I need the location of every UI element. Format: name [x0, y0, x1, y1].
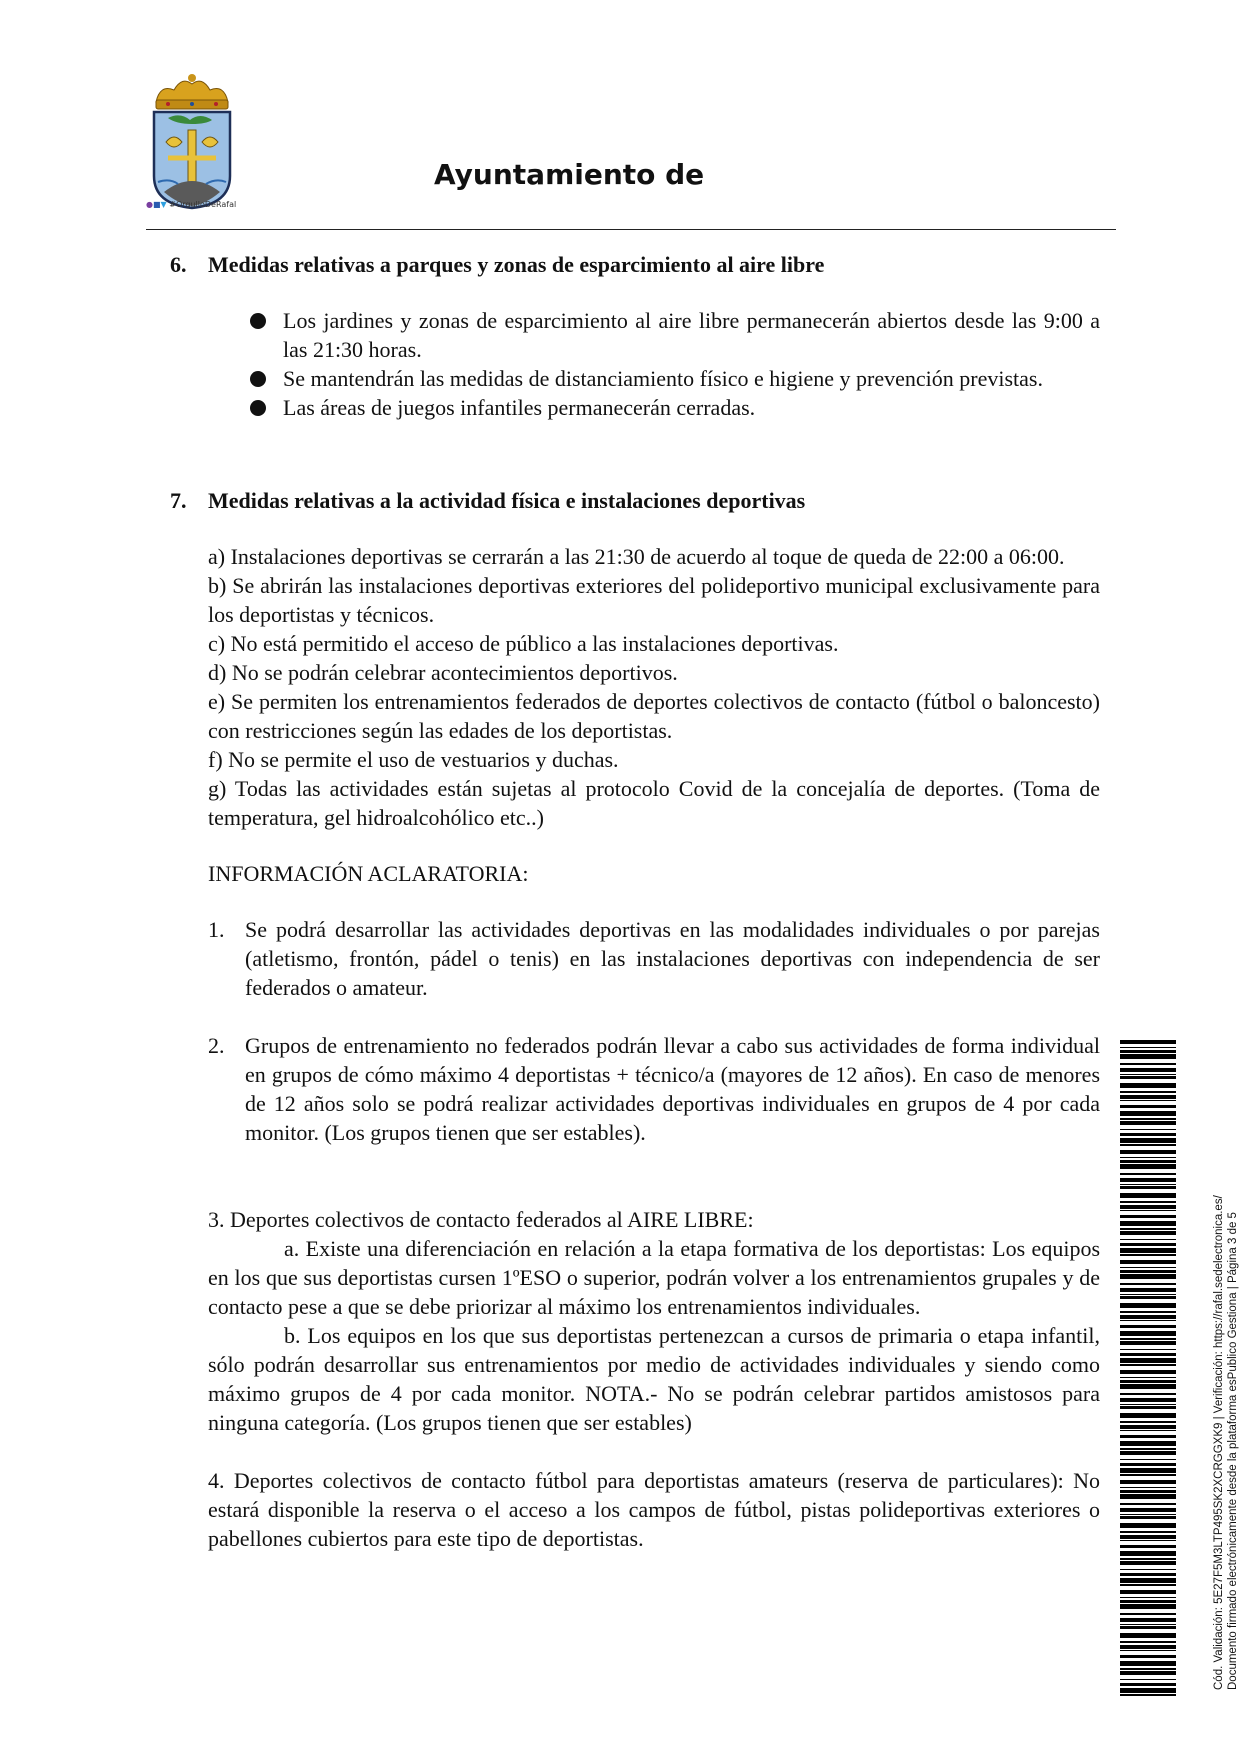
- coat-of-arms-logo: [146, 72, 238, 212]
- barcode-bar: [1120, 1633, 1176, 1638]
- barcode-bar: [1120, 1193, 1176, 1198]
- barcode-bar: [1120, 1274, 1176, 1279]
- barcode-bar: [1120, 1074, 1176, 1075]
- list-item: d) No se podrán celebrar acontecimientos deportivos.: [208, 660, 678, 685]
- barcode-bar: [1120, 1349, 1176, 1350]
- barcode-bar: [1120, 1063, 1176, 1065]
- barcode-bar: [1120, 1645, 1176, 1649]
- barcode-bar: [1120, 1624, 1176, 1625]
- barcode-bar: [1120, 1655, 1176, 1658]
- bullet-icon: [250, 371, 266, 387]
- hashtag: #OrgulloDeRafal: [169, 200, 237, 209]
- section-title: Medidas relativas a la actividad física e instalaciones deportivas: [208, 488, 806, 513]
- barcode-bar: [1120, 1040, 1176, 1044]
- barcode-bar: [1120, 1370, 1176, 1374]
- barcode-bar: [1120, 1441, 1176, 1446]
- page-title: Ayuntamiento de: [434, 158, 705, 191]
- barcode-bar: [1120, 1303, 1176, 1308]
- list-item: Las áreas de juegos infantiles permanecerán cerradas.: [208, 393, 1100, 422]
- barcode-bar: [1120, 1210, 1176, 1211]
- barcode-bar: [1120, 1573, 1176, 1576]
- barcode-bar: [1120, 1294, 1176, 1295]
- point-3-a: a. Existe una diferenciación en relación a la etapa formativa de los deportistas: Los equipos en los que sus deportistas cursen 1ºESO o superior, podrán volver a los entrenamientos grupales y de contacto pese a que se debe priorizar al máximo los entrenamientos individuales.: [208, 1236, 1100, 1319]
- barcode-bar: [1120, 1054, 1176, 1059]
- barcode-bar: [1120, 1144, 1176, 1146]
- barcode-bar: [1120, 1597, 1176, 1598]
- barcode-bar: [1120, 1338, 1176, 1340]
- barcode-bar: [1120, 1618, 1176, 1622]
- barcode-bar: [1120, 1254, 1176, 1256]
- barcode-bar: [1120, 1523, 1176, 1528]
- barcode-bar: [1120, 1558, 1176, 1560]
- bullet-icon: [250, 313, 266, 329]
- barcode-bar: [1120, 1404, 1176, 1405]
- barcode-bar: [1120, 1267, 1176, 1268]
- barcode-bar: [1120, 1514, 1176, 1515]
- barcode-bar: [1120, 1315, 1176, 1319]
- barcode-bar: [1120, 1150, 1176, 1154]
- social-media-tag: ●■▼ #OrgulloDeRafal: [146, 200, 237, 209]
- barcode-bar: [1120, 1320, 1176, 1321]
- section-heading: [170, 250, 1100, 279]
- barcode-bar: [1120, 1118, 1176, 1120]
- barcode-bar: [1120, 1068, 1176, 1072]
- info-list: [208, 915, 1100, 1147]
- barcode-bar: [1120, 1341, 1176, 1345]
- barcode-bar: [1120, 1516, 1176, 1519]
- barcode-bar: [1120, 1296, 1176, 1299]
- list-item: b) Se abrirán las instalaciones deportivas exteriores del polideportivo municipal exclusivamente para los deportistas y técnicos.: [208, 573, 1100, 627]
- barcode-bar: [1120, 1384, 1176, 1389]
- barcode-bar: [1120, 1604, 1176, 1609]
- barcode-bar: [1120, 1353, 1176, 1356]
- barcode-bar: [1120, 1668, 1176, 1670]
- barcode-bar: [1120, 1173, 1176, 1175]
- barcode-bar: [1120, 1160, 1176, 1163]
- barcode-bar: [1120, 1448, 1176, 1450]
- barcode-bar: [1120, 1393, 1176, 1395]
- barcode-bar: [1120, 1105, 1176, 1108]
- bullet-icon: [250, 400, 266, 416]
- barcode-bar: [1120, 1398, 1176, 1402]
- barcode-bar: [1120, 1358, 1176, 1363]
- barcode-bar: [1120, 1435, 1176, 1438]
- barcode-bar: [1120, 1540, 1176, 1541]
- barcode-bar: [1120, 1164, 1176, 1169]
- barcode-bar: [1120, 1688, 1176, 1693]
- barcode-bar: [1120, 1178, 1176, 1182]
- barcode-bar: [1120, 1463, 1176, 1466]
- barcode-bar: [1120, 1531, 1176, 1533]
- barcode-bar: [1120, 1661, 1176, 1666]
- list-item: c) No está permitido el acceso de público a las instalaciones deportivas.: [208, 631, 839, 656]
- barcode-bar: [1120, 1184, 1176, 1185]
- barcode-bar: [1120, 1380, 1176, 1383]
- barcode-bar: [1120, 1186, 1176, 1189]
- barcode-bar: [1120, 1331, 1176, 1336]
- list-item: Se mantendrán las medidas de distanciamiento físico e higiene y prevención previstas.: [208, 364, 1100, 393]
- barcode-bar: [1120, 1578, 1176, 1583]
- barcode-bar: [1120, 1421, 1176, 1423]
- header-divider: [146, 229, 1116, 230]
- barcode-bar: [1120, 1545, 1176, 1548]
- barcode-bar: [1120, 1205, 1176, 1209]
- barcode-bar: [1120, 1590, 1176, 1594]
- barcode-bar: [1120, 1260, 1176, 1264]
- document-body: [170, 244, 1100, 1553]
- barcode-bar: [1120, 1413, 1176, 1418]
- barcode-bar: [1120, 1451, 1176, 1455]
- list-item: a) Instalaciones deportivas se cerrarán a las 21:30 de acuerdo al toque de queda de 22:00 a 06:00.: [208, 544, 1065, 569]
- barcode-bar: [1120, 1243, 1176, 1246]
- barcode-bar: [1120, 1584, 1176, 1586]
- barcode-bar: [1120, 1406, 1176, 1409]
- barcode-bar: [1120, 1487, 1176, 1488]
- list-item: Los jardines y zonas de esparcimiento al aire libre permanecerán abiertos desde las 9:00 a las 21:30 horas.: [208, 306, 1100, 364]
- barcode-bar: [1120, 1239, 1176, 1240]
- verification-text: [1212, 1130, 1240, 1690]
- barcode-bar: [1120, 1047, 1176, 1048]
- barcode-bar: [1120, 1133, 1176, 1136]
- barcode-bar: [1120, 1157, 1176, 1158]
- barcode-bar: [1120, 1474, 1176, 1476]
- barcode-bar: [1120, 1231, 1176, 1235]
- verification-line: Cód. Validación: 5E27F5M3LTP495SK2XCRGGXK9 | Verificación: https://rafal.sedelectronica.es/: [1213, 1195, 1225, 1690]
- section-heading: [170, 486, 1100, 515]
- list-item: f) No se permite el uso de vestuarios y duchas.: [208, 747, 619, 772]
- barcode-bar: [1120, 1535, 1176, 1539]
- list-item: 2. Grupos de entrenamiento no federados podrán llevar a cabo sus actividades de forma individual en grupos de cómo máximo 4 deportistas + técnico/a (mayores de 12 años). En caso de menores de 12 años solo se podrá realizar actividades deportivas individuales en grupos de 4 por cada monitor. (Los grupos tienen que ser estables).: [208, 1033, 1100, 1145]
- barcode-bar: [1120, 1626, 1176, 1629]
- barcode-bar: [1120, 1050, 1176, 1053]
- list-item: g) Todas las actividades están sujetas al protocolo Covid de la concejalía de deportes. (Toma de temperatura, gel hidroalcohólico etc..): [208, 776, 1100, 830]
- bullet-list: [208, 306, 1100, 422]
- barcode-bar: [1120, 1480, 1176, 1484]
- barcode-bar: [1120, 1671, 1176, 1675]
- barcode-bar: [1120, 1683, 1176, 1686]
- info-heading: INFORMACIÓN ACLARATORIA:: [208, 861, 529, 886]
- barcode-bar: [1120, 1679, 1176, 1680]
- barcode-bar: [1120, 1100, 1176, 1101]
- barcode-bar: [1120, 1325, 1176, 1328]
- point-4: 4. Deportes colectivos de contacto fútbol para deportistas amateurs (reserva de particulares): No estará disponible la reserva o el acceso a los campos de fútbol, pistas polideportivas exteriores o pabellones cubiertos para este tipo de deportistas.: [208, 1468, 1100, 1551]
- barcode-bar: [1120, 1095, 1176, 1099]
- barcode-bar: [1120, 1288, 1176, 1292]
- barcode-bar: [1120, 1694, 1176, 1696]
- point-3-title: 3. Deportes colectivos de contacto federados al AIRE LIBRE:: [208, 1207, 754, 1232]
- barcode-bar: [1120, 1248, 1176, 1253]
- barcode-bar: [1120, 1283, 1176, 1285]
- barcode-bar: [1120, 1201, 1176, 1203]
- barcode-bar: [1120, 1121, 1176, 1125]
- barcode-bar: [1120, 1215, 1176, 1218]
- social-icons: ●: [146, 200, 153, 209]
- barcode-bar: [1120, 1494, 1176, 1499]
- barcode: [1120, 1040, 1176, 1700]
- barcode-bar: [1120, 1468, 1176, 1473]
- barcode-bar: [1120, 1129, 1176, 1130]
- barcode-bar: [1120, 1490, 1176, 1493]
- barcode-bar: [1120, 1270, 1176, 1273]
- barcode-bar: [1120, 1503, 1176, 1505]
- barcode-bar: [1120, 1650, 1176, 1651]
- section-number: 7.: [170, 488, 187, 513]
- barcode-bar: [1120, 1111, 1176, 1116]
- barcode-bar: [1120, 1076, 1176, 1079]
- barcode-bar: [1120, 1613, 1176, 1615]
- barcode-bar: [1120, 1569, 1176, 1570]
- barcode-bar: [1120, 1091, 1176, 1093]
- barcode-bar: [1120, 1425, 1176, 1429]
- barcode-bar: [1120, 1459, 1176, 1460]
- shield-icon: [154, 112, 230, 208]
- section-title: Medidas relativas a parques y zonas de esparcimiento al aire libre: [208, 252, 825, 277]
- barcode-bar: [1120, 1138, 1176, 1143]
- barcode-bar: [1120, 1083, 1176, 1088]
- barcode-bar: [1120, 1600, 1176, 1603]
- barcode-bar: [1120, 1228, 1176, 1230]
- section-number: 6.: [170, 252, 187, 277]
- barcode-bar: [1120, 1377, 1176, 1378]
- crown-icon: [156, 74, 228, 109]
- barcode-bar: [1120, 1221, 1176, 1226]
- barcode-bar: [1120, 1508, 1176, 1512]
- barcode-bar: [1120, 1311, 1176, 1313]
- barcode-bar: [1120, 1364, 1176, 1366]
- barcode-bar: [1120, 1641, 1176, 1643]
- barcode-bar: [1120, 1551, 1176, 1556]
- barcode-bar: [1120, 1561, 1176, 1565]
- verification-line: Documento firmado electrónicamente desde la plataforma esPublico Gestiona | Página 3 de 5: [1227, 1212, 1239, 1690]
- barcode-bar: [1120, 1430, 1176, 1431]
- list-item: e) Se permiten los entrenamientos federados de deportes colectivos de contacto (fútbol o baloncesto) con restricciones según las edades de los deportistas.: [208, 689, 1100, 743]
- point-3-b: b. Los equipos en los que sus deportistas pertenezcan a cursos de primaria o etapa infantil, sólo podrán desarrollar sus entrenamientos por medio de actividades individuales y siendo como máximo grupos de 4 por cada monitor. NOTA.- No se podrán celebrar partidos amistosos para ninguna categoría. (Los grupos tienen que ser estables): [208, 1323, 1100, 1435]
- list-item: 1. Se podrá desarrollar las actividades deportivas en las modalidades individuales o por parejas (atletismo, frontón, pádel o tenis) en las instalaciones deportivas con independencia de ser federados o amateur.: [208, 917, 1100, 1000]
- measures-list: [208, 542, 1100, 832]
